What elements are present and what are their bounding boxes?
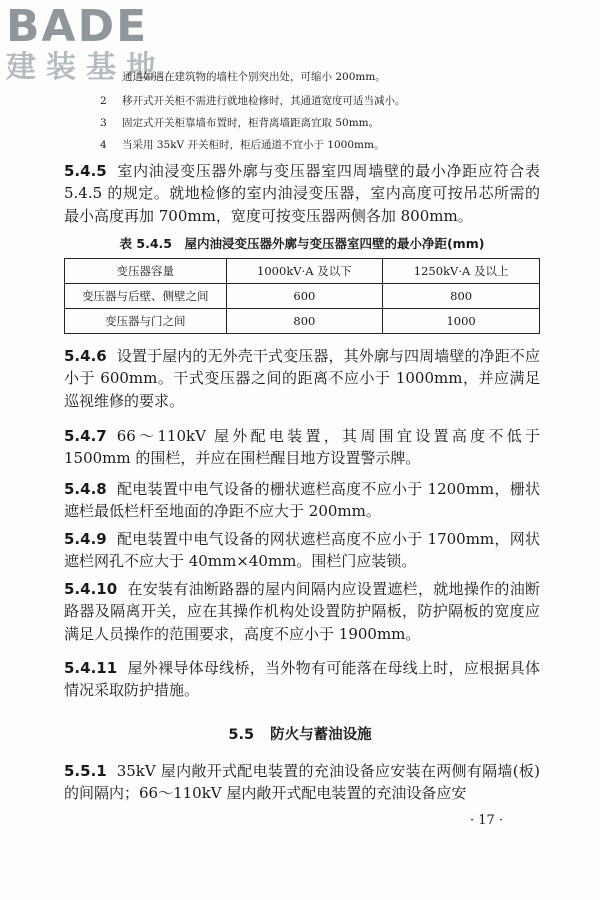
table-note-4 — [100, 138, 384, 152]
clause-text: 配电装置中电气设备的网状遮栏高度不应小于 1700mm，网状遮栏网孔不应大于 40mm×40mm。围栏门应装锁。 — [64, 530, 540, 571]
clause-number: 5.5.1 — [64, 762, 107, 780]
clause-text: 在安装有油断路器的屋内间隔内应设置遮栏，就地操作的油断路器及隔离开关，应在其操作机构处设置防护隔板，防护隔板的宽度应满足人员操作的范围要求，高度不应小于 1900mm。 — [64, 580, 540, 643]
table-row — [65, 309, 540, 334]
clause-5-4-7 — [64, 425, 540, 470]
clause-text: 室内油浸变压器外廓与变压器室四周墙壁的最小净距应符合表 5.4.5 的规定。就地检修的室内油浸变压器，室内高度可按吊芯所需的最小高度再加 700mm，宽度可按变压器两侧各加 800mm。 — [64, 162, 540, 225]
clause-text: 配电装置中电气设备的栅状遮栏高度不应小于 1200mm，栅状遮栏最低栏杆至地面的净距不应大于 200mm。 — [64, 480, 540, 521]
table-cell: 1000 — [383, 309, 540, 334]
table-cell: 800 — [226, 309, 383, 334]
header-cell: 1000kV·A 及以下 — [226, 259, 383, 284]
header-cell: 1250kV·A 及以上 — [383, 259, 540, 284]
clause-5-4-5 — [64, 160, 540, 227]
header-cell: 变压器容量 — [65, 259, 227, 284]
clause-text: 屋外裸导体母线桥，当外物有可能落在母线上时，应根据具体情况采取防护措施。 — [64, 659, 540, 700]
note-number: 2 — [100, 95, 107, 107]
clause-5-4-8 — [64, 478, 540, 523]
section-number: 5.5 — [228, 727, 255, 743]
clause-5-4-11 — [64, 657, 540, 702]
clause-number: 5.4.10 — [64, 580, 118, 598]
clause-number: 5.4.7 — [64, 427, 107, 445]
table-note-3 — [100, 116, 379, 130]
table-cell: 800 — [383, 284, 540, 309]
note-number: 4 — [100, 139, 107, 151]
clause-number: 5.4.6 — [64, 347, 107, 365]
clause-number: 5.4.11 — [64, 659, 118, 677]
clause-5-5-1 — [64, 760, 540, 805]
note-text: 通道如遇在建筑物的墙柱个别突出处，可缩小 200mm。 — [122, 71, 386, 83]
note-text: 移开式开关柜不需进行就地检修时，其通道宽度可适当减小。 — [122, 95, 406, 107]
clearance-table — [64, 258, 540, 334]
logo-wordmark: BADE — [6, 1, 149, 52]
table-note-2 — [100, 94, 406, 108]
logo-subtitle: 建装基地 — [6, 50, 166, 85]
note-text: 固定式开关柜靠墙布置时，柜背离墙距离宜取 50mm。 — [122, 117, 380, 129]
note-number: 3 — [100, 117, 107, 129]
clause-5-4-10 — [64, 578, 540, 645]
table-title: 表 5.4.5 屋内油浸变压器外廓与变压器室四壁的最小净距(mm) — [119, 236, 485, 251]
table-note-1 — [100, 70, 386, 84]
clause-text: 设置于屋内的无外壳干式变压器，其外廓与四周墙壁的净距不应小于 600mm。干式变压器之间的距离不应小于 1000mm，并应满足巡视维修的要求。 — [64, 347, 540, 410]
table-cell: 600 — [226, 284, 383, 309]
table-cell: 变压器与后壁、侧壁之间 — [65, 284, 227, 309]
page-number: · 17 · — [470, 813, 504, 828]
section-heading — [0, 723, 600, 744]
clause-text: 35kV 屋内敞开式配电装置的充油设备应安装在两侧有隔墙(板)的间隔内；66～110kV 屋内敞开式配电装置的充油设备应安 — [64, 762, 540, 803]
note-text: 当采用 35kV 开关柜时，柜后通道不宜小于 1000mm。 — [122, 139, 385, 151]
clause-number: 5.4.9 — [64, 530, 107, 548]
section-title: 防火与蓄油设施 — [270, 727, 372, 743]
clause-5-4-6 — [64, 345, 540, 412]
table-header-row — [65, 259, 540, 284]
table-row — [65, 284, 540, 309]
clause-number: 5.4.8 — [64, 480, 107, 498]
clause-5-4-9 — [64, 528, 540, 573]
table-cell: 变压器与门之间 — [65, 309, 227, 334]
clause-text: 66～110kV 屋外配电装置，其周围宜设置高度不低于 1500mm 的围栏，并应在围栏醒目地方设置警示牌。 — [64, 427, 540, 468]
clause-number: 5.4.5 — [64, 162, 107, 180]
